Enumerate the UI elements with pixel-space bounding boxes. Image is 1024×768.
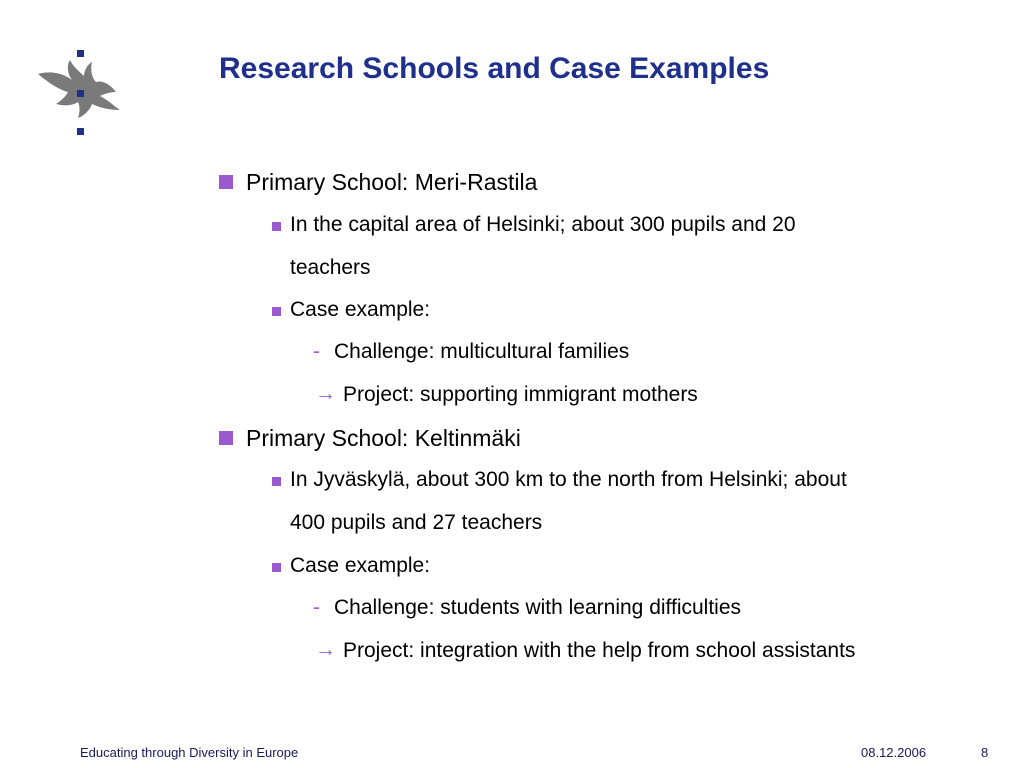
list-item-case-example: Case example: <box>290 554 431 577</box>
small-square-bullet-icon <box>272 477 281 486</box>
list-item-case-example: Case example: <box>290 298 431 321</box>
list-item-primary-school: Primary School: Meri-Rastila <box>246 169 538 195</box>
slide-title: Research Schools and Case Examples <box>219 52 770 85</box>
small-square-bullet-icon <box>272 307 281 316</box>
square-bullet-icon <box>219 175 233 189</box>
list-item-detail: In Jyväskylä, about 300 km to the north from Helsinki; about <box>290 468 847 491</box>
list-item-project: Project: supporting immigrant mothers <box>343 383 698 406</box>
list-item-detail-continuation: teachers <box>290 256 371 279</box>
list-item-project: Project: integration with the help from school assistants <box>343 639 856 662</box>
small-square-bullet-icon <box>272 563 281 572</box>
right-arrow-icon: → <box>315 638 336 661</box>
list-item-detail-continuation: 400 pupils and 27 teachers <box>290 511 543 534</box>
square-bullet-icon <box>219 431 233 445</box>
page-number: 8 <box>981 745 989 760</box>
dash-bullet-icon: - <box>313 340 320 363</box>
list-item-primary-school: Primary School: Keltinmäki <box>246 425 521 451</box>
university-flame-logo <box>30 44 130 144</box>
dash-bullet-icon: - <box>313 596 320 619</box>
right-arrow-icon: → <box>315 382 336 405</box>
small-square-bullet-icon <box>272 222 281 231</box>
list-item-challenge: Challenge: multicultural families <box>334 340 630 363</box>
list-item-detail: In the capital area of Helsinki; about 300 pupils and 20 <box>290 213 796 236</box>
footer-date: 08.12.2006 <box>861 745 927 760</box>
list-item-challenge: Challenge: students with learning difficulties <box>334 596 742 619</box>
footer-title: Educating through Diversity in Europe <box>80 745 299 760</box>
